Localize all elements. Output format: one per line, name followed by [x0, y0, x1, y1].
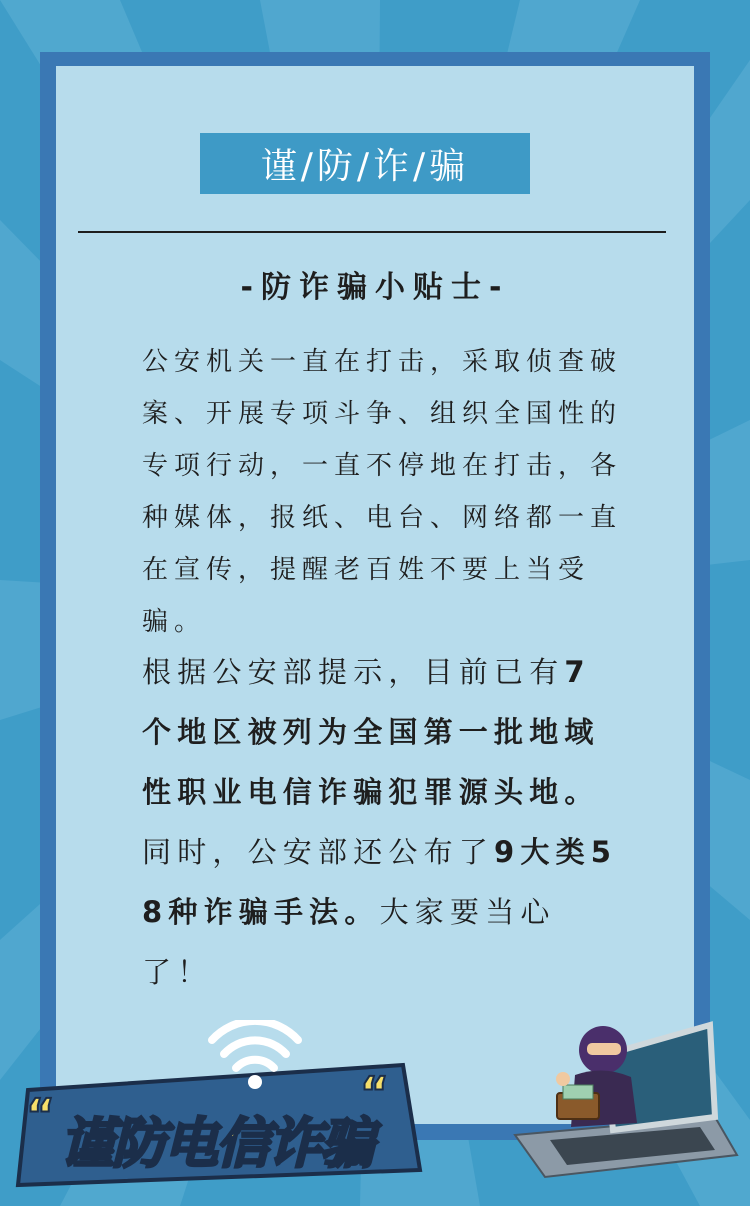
- badge-quote-left: “: [26, 1090, 55, 1141]
- text-normal: 了！: [142, 955, 213, 989]
- paragraph-line: [142, 822, 642, 882]
- paragraph-line: [142, 942, 642, 1002]
- thief-hand: [556, 1072, 570, 1086]
- badge-text: 谨防电信诈骗: [60, 1112, 372, 1175]
- anti-fraud-badge: [8, 1020, 428, 1190]
- text-normal: 同时，公安部还公布了: [142, 835, 495, 869]
- divider: [78, 231, 666, 233]
- paragraph-line: 在宣传，提醒老百姓不要上当受: [142, 555, 591, 585]
- paragraph-line: 案、开展专项斗争、组织全国性的: [142, 399, 623, 429]
- paragraph-warning: [142, 642, 642, 1002]
- text-bold: 9大类5: [494, 835, 618, 869]
- text-bold: 7: [564, 655, 591, 689]
- page-title: 谨/防/诈/骗: [200, 133, 530, 194]
- wifi-signal-icon: [212, 1021, 298, 1068]
- text-bold: 性职业电信诈骗犯罪源头地。: [142, 775, 600, 809]
- paragraph-line: [142, 882, 642, 942]
- paragraph-line: [142, 702, 642, 762]
- banknote: [563, 1085, 593, 1099]
- text-bold: 8种诈骗手法。: [142, 895, 380, 929]
- paragraph-line: 骗。: [142, 607, 207, 637]
- wifi-signal-dot: [248, 1075, 262, 1089]
- text-bold: 个地区被列为全国第一批地域: [142, 715, 600, 749]
- text-normal: 根据公安部提示，目前已有: [142, 655, 565, 689]
- paragraph-line: 公安机关一直在打击，采取侦查破: [142, 347, 623, 377]
- paragraph-intro: [142, 336, 642, 648]
- text-normal: 大家要当心: [379, 895, 556, 929]
- thief-eye-band: [587, 1043, 621, 1055]
- paragraph-line: [142, 762, 642, 822]
- paragraph-line: 专项行动，一直不停地在打击，各: [142, 451, 623, 481]
- paragraph-line: 种媒体，报纸、电台、网络都一直: [142, 503, 623, 533]
- tips-heading: -防诈骗小贴士-: [240, 270, 510, 305]
- paragraph-line: [142, 642, 642, 702]
- badge-quote-right: “: [360, 1068, 389, 1119]
- thief-laptop-illustration: [505, 1005, 745, 1190]
